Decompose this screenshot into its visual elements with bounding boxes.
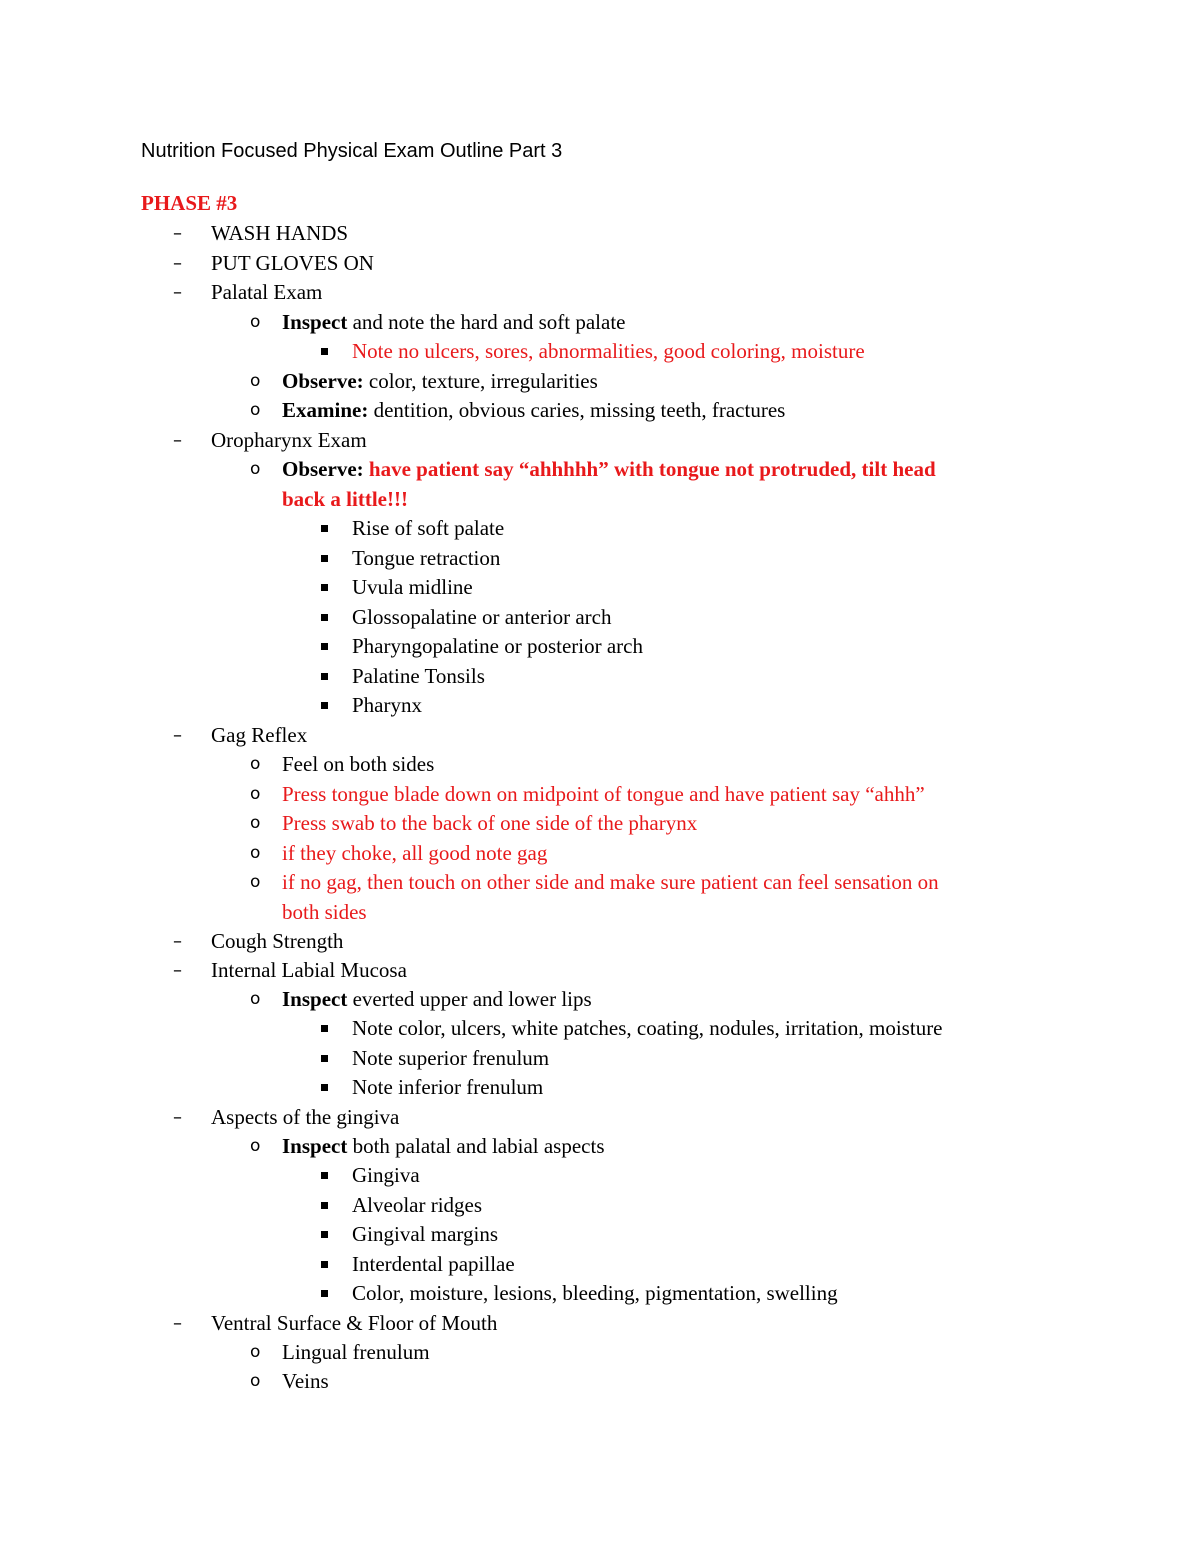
gag-item-4-continuation xyxy=(282,898,367,928)
outline-subitem-labial-inspect xyxy=(250,985,592,1015)
outline-item-ventral-surface xyxy=(173,1309,498,1339)
outline-item-gingiva xyxy=(173,1103,400,1133)
outline-subitem-gingiva-inspect xyxy=(250,1132,605,1162)
item-text: Lingual frenulum xyxy=(282,1339,430,1364)
gingiva-item-1 xyxy=(352,1191,482,1221)
item-text: PUT GLOVES ON xyxy=(211,250,374,275)
ventral-item-0 xyxy=(250,1338,430,1368)
gag-item-3 xyxy=(250,839,548,869)
item-text: Color, moisture, lesions, bleeding, pigmentation, swelling xyxy=(352,1281,838,1305)
item-text: Press swab to the back of one side of the pharynx xyxy=(282,811,698,835)
circle-bullet: o xyxy=(250,813,261,833)
item-text-continued: both sides xyxy=(282,899,367,924)
item-text: Gingiva xyxy=(352,1163,420,1187)
item-text: Uvula midline xyxy=(352,575,473,599)
examine-label: Examine: xyxy=(282,398,369,422)
square-bullet xyxy=(321,1055,328,1062)
square-bullet xyxy=(321,702,328,709)
labial-item-0 xyxy=(352,1014,943,1044)
labial-item-1 xyxy=(352,1044,549,1074)
square-bullet xyxy=(321,1084,328,1091)
dash-bullet: – xyxy=(173,931,182,952)
item-text: Internal Labial Mucosa xyxy=(211,958,407,982)
observe-text: color, texture, irregularities xyxy=(363,368,598,393)
circle-bullet: o xyxy=(250,370,261,391)
outline-item-cough-strength xyxy=(173,927,344,957)
oro-item-2 xyxy=(352,573,473,603)
square-bullet xyxy=(321,1261,328,1268)
dash-bullet: – xyxy=(173,282,182,303)
inspect-label: Inspect xyxy=(282,987,348,1011)
circle-bullet: o xyxy=(250,783,261,804)
item-text: Oropharynx Exam xyxy=(211,427,367,452)
item-text: Veins xyxy=(282,1368,329,1393)
gingiva-item-4 xyxy=(352,1279,838,1309)
item-text: Cough Strength xyxy=(211,929,344,953)
item-text: Glossopalatine or anterior arch xyxy=(352,604,612,629)
outline-item-wash-hands xyxy=(173,219,349,249)
circle-bullet: o xyxy=(250,311,261,332)
gingiva-item-3 xyxy=(352,1250,515,1280)
oro-item-0 xyxy=(352,514,504,544)
inspect-label: Inspect xyxy=(282,309,348,334)
outline-item-oropharynx-exam xyxy=(173,426,367,456)
outline-item-palatal-exam xyxy=(173,278,323,308)
gag-item-0 xyxy=(250,750,435,780)
item-text: if they choke, all good note gag xyxy=(282,840,548,865)
square-bullet xyxy=(321,1290,328,1297)
gag-item-4 xyxy=(250,868,939,898)
item-text: Interdental papillae xyxy=(352,1251,515,1276)
item-text: Feel on both sides xyxy=(282,752,435,776)
dash-bullet: – xyxy=(173,960,182,981)
item-text: if no gag, then touch on other side and make sure patient can feel sensation on xyxy=(282,870,939,894)
oro-item-5 xyxy=(352,662,485,692)
circle-bullet: o xyxy=(250,872,261,892)
square-bullet xyxy=(321,348,328,355)
item-text: Rise of soft palate xyxy=(352,516,505,540)
outline-subitem-examine xyxy=(250,396,786,426)
labial-item-2 xyxy=(352,1073,543,1103)
circle-bullet: o xyxy=(250,1341,261,1362)
item-text: Pharyngopalatine or posterior arch xyxy=(352,634,643,658)
oro-item-6 xyxy=(352,691,422,721)
circle-bullet: o xyxy=(250,1370,261,1391)
gingiva-item-2 xyxy=(352,1220,498,1250)
oro-item-4 xyxy=(352,632,643,662)
item-text: Gingival margins xyxy=(352,1222,499,1246)
square-bullet xyxy=(321,584,328,591)
circle-bullet: o xyxy=(250,754,261,774)
square-bullet xyxy=(321,643,328,650)
square-bullet xyxy=(321,1172,328,1179)
outline-subitem-palatal-inspect xyxy=(250,308,626,338)
dash-bullet: – xyxy=(173,1312,182,1334)
item-text: Tongue retraction xyxy=(352,545,501,570)
square-bullet xyxy=(321,614,328,621)
item-text: Gag Reflex xyxy=(211,722,308,747)
document-title: Nutrition Focused Physical Exam Outline Part 3 xyxy=(141,140,563,162)
oro-observe-text-continued: back a little!!! xyxy=(282,486,408,511)
inspect-text: and note the hard and soft palate xyxy=(347,309,626,334)
inspect-text: both palatal and labial aspects xyxy=(347,1134,605,1158)
inspect-label: Inspect xyxy=(282,1134,348,1158)
circle-bullet: o xyxy=(250,459,261,479)
outline-subitem-oro-observe xyxy=(250,455,936,485)
item-text: WASH HANDS xyxy=(211,221,349,245)
outline-item-internal-labial-mucosa xyxy=(173,956,407,986)
item-text: Press tongue blade down on midpoint of tongue and have patient say “ahhh” xyxy=(282,781,925,806)
item-text: Palatal Exam xyxy=(211,280,323,304)
square-bullet xyxy=(321,1025,328,1032)
outline-item-gag-reflex xyxy=(173,721,308,751)
outline-subitem-observe xyxy=(250,367,598,397)
circle-bullet: o xyxy=(250,400,261,420)
item-text: Note color, ulcers, white patches, coating, nodules, irritation, moisture xyxy=(352,1016,943,1040)
outline-item-put-gloves xyxy=(173,249,374,279)
item-text: Palatine Tonsils xyxy=(352,663,485,688)
square-bullet xyxy=(321,1231,328,1238)
item-text: Aspects of the gingiva xyxy=(211,1104,400,1129)
oro-item-1 xyxy=(352,544,500,574)
gag-item-1 xyxy=(250,780,925,810)
outline-subitem-oro-observe-continuation xyxy=(282,485,408,515)
square-bullet xyxy=(321,673,328,680)
inspect-text: everted upper and lower lips xyxy=(347,987,592,1011)
item-text: Alveolar ridges xyxy=(352,1192,483,1217)
item-text: Note inferior frenulum xyxy=(352,1075,544,1099)
dash-bullet: – xyxy=(173,724,182,746)
outline-note-palatal xyxy=(352,337,865,367)
note-text: Note no ulcers, sores, abnormalities, good coloring, moisture xyxy=(352,339,865,363)
square-bullet xyxy=(321,555,328,562)
examine-text: dentition, obvious caries, missing teeth, fractures xyxy=(368,398,786,422)
item-text: Ventral Surface & Floor of Mouth xyxy=(211,1310,498,1335)
observe-label: Observe: xyxy=(282,368,364,393)
ventral-item-1 xyxy=(250,1367,329,1397)
gingiva-item-0 xyxy=(352,1161,420,1191)
dash-bullet: – xyxy=(173,223,182,244)
dash-bullet: – xyxy=(173,1106,182,1128)
item-text: Note superior frenulum xyxy=(352,1045,550,1070)
square-bullet xyxy=(321,1202,328,1209)
oro-observe-text: have patient say “ahhhhh” with tongue not protruded, tilt head xyxy=(363,457,936,481)
square-bullet xyxy=(321,525,328,532)
circle-bullet: o xyxy=(250,1136,261,1156)
dash-bullet: – xyxy=(173,429,182,451)
circle-bullet: o xyxy=(250,842,261,863)
phase-heading: PHASE #3 xyxy=(141,191,238,215)
oro-observe-label: Observe: xyxy=(282,457,364,481)
gag-item-2 xyxy=(250,809,698,839)
item-text: Pharynx xyxy=(352,693,422,717)
dash-bullet: – xyxy=(173,252,182,274)
circle-bullet: o xyxy=(250,989,261,1009)
oro-item-3 xyxy=(352,603,612,633)
